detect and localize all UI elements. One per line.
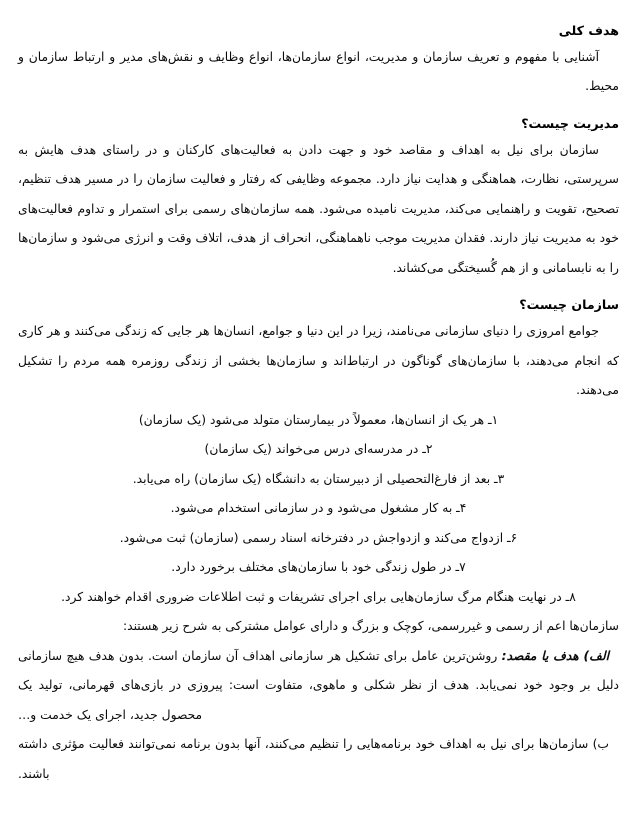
lettered-item-alef-lead: الف) هدف یا مقصد: — [501, 648, 609, 663]
lettered-item-be — [18, 730, 619, 789]
paragraph-after-list: سازمان‌ها اعم از رسمی و غیررسمی، کوچک و بزرگ و دارای عوامل مشترکی به شرح زیر هستند: — [123, 619, 619, 634]
list-item: ۳ـ بعد از فارغ‌التحصیلی از دبیرستان به دانشگاه (یک سازمان) راه می‌یابد. — [132, 471, 505, 486]
lettered-item-alef — [18, 642, 619, 731]
organization-examples-list — [18, 406, 619, 613]
lettered-item-be-text: سازمان‌ها برای نیل به اهداف خود برنامه‌هایی را تنظیم می‌کنند، آنها بدون برنامه نمی‌توانند فعالیت مؤثری داشته باشند. — [18, 737, 593, 781]
lettered-item-alef-text: روشن‌ترین عامل برای تشکیل هر سازمانی اهداف آن سازمان است. بدون هدف هیچ سازمانی دلیل بر وجود خود نمی‌یابد. هدف از نظر شکلی و ماهوی، متفاوت است: پیروزی در بازی‌های قهرمانی، تولید یک محصول جدید، اجرای یک خدمت و… — [18, 648, 619, 722]
paragraph-what-is-organization: جوامع امروزی را دنیای سازمانی می‌نامند، زیرا در این دنیا و جوامع، انسان‌ها هر جایی که زندگی می‌کنند و هر کاری که انجام می‌دهند، با سازمان‌های گوناگون در ارتباط‌اند و سازمان‌ها بخشی از زندگی روزمره همه مردم را تشکیل می‌دهند. — [18, 324, 619, 398]
heading-general-objective: هدف کلی — [558, 23, 619, 38]
list-item: ۷ـ در طول زندگی خود با سازمان‌های مختلف برخورد دارد. — [171, 560, 466, 575]
document-content — [18, 22, 619, 789]
lettered-item-be-lead: ب) — [592, 737, 609, 752]
list-item: ۶ـ ازدواج می‌کند و ازدواجش در دفترخانه اسناد رسمی (سازمان) ثبت می‌شود. — [119, 530, 518, 545]
heading-what-is-organization: سازمان چیست؟ — [519, 297, 619, 313]
paragraph-what-is-management: سازمان برای نیل به اهداف و مقاصد خود و جهت دادن به فعالیت‌های کارکنان و در راستای هدف هایش به سرپرستی، نظارت، هماهنگی و هدایت نیاز دارد. مجموعه وظایفی که رفتار و فعالیت سازمان را در مسیر هدف تنظیم، تصحیح، تقویت و راهنمایی می‌کند، مدیریت نامیده می‌شود. همه سازمان‌های رسمی برای استمرار و تداوم فعالیت‌های خود به مدیریت نیاز دارند. فقدان مدیریت موجب ناهماهنگی، انحراف از هدف، اتلاف وقت و انرژی می‌شود و سازمان‌ها را به نابسامانی و از هم گُسیختگی می‌کشاند. — [18, 142, 619, 275]
list-item: ۸ـ در نهایت هنگام مرگ سازمان‌هایی برای اجرای تشریفات و ثبت اطلاعات ضروری اقدام خواهند کرد. — [61, 589, 576, 604]
heading-what-is-management: مدیریت چیست؟ — [521, 115, 619, 131]
list-item: ۲ـ در مدرسه‌ای درس می‌خواند (یک سازمان) — [204, 442, 433, 457]
paragraph-general-objective: آشنایی با مفهوم و تعریف سازمان و مدیریت، انواع سازمان‌ها، انواع وظایف و نقش‌های مدیر و ارتباط سازمان و محیط. — [18, 49, 619, 94]
list-item: ۱ـ هر یک از انسان‌ها، معمولاً در بیمارستان متولد می‌شود (یک سازمان) — [138, 412, 499, 427]
list-item: ۴ـ به کار مشغول می‌شود و در سازمانی استخدام می‌شود. — [170, 501, 467, 516]
